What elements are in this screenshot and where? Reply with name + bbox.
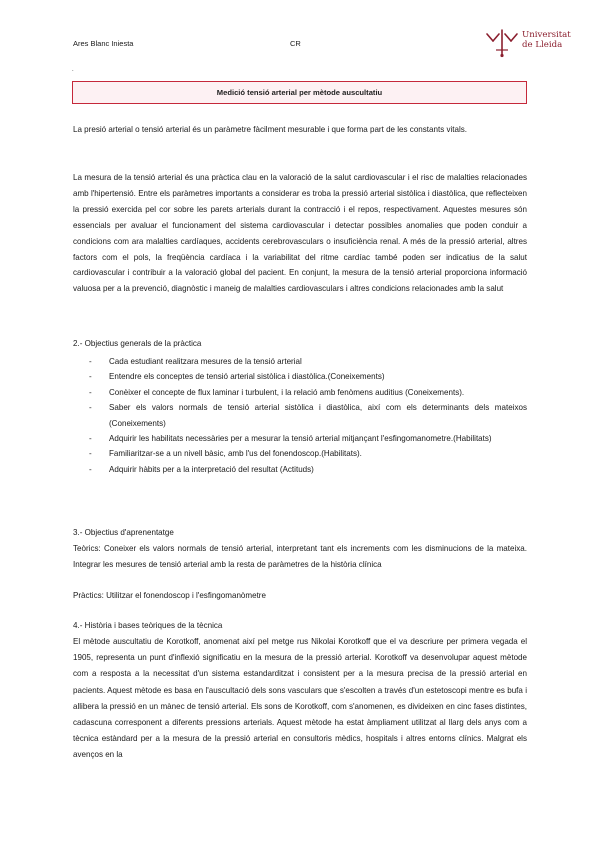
- logo-line-1: Universitat: [522, 30, 571, 40]
- list-item: - Cada estudiant realitzara mesures de la tensió arterial: [89, 357, 302, 366]
- logo-line-2: de Lleida: [522, 39, 563, 50]
- section-4-heading: 4.- Història i bases teòriques de la tècnica: [73, 621, 223, 630]
- body-paragraph-2: La mesura de la tensió arterial és una pràctica clau en la valoració de la salut cardiovascular i el risc de malalties relacionades amb l'hipertensió. Entre els paràmetres importants a considerar es troba la pressió arterial sistòlica i diastòlica, que reflecteixen la pressió exercida pel cor sobre les parets arterials durant la contracció i el repos, respectivament. Aquestes mesures són essencials per avaluar el funcionament del sistema cardiovascular i detectar possibles anomalies que poden conduir a condicions com ara malalties cardíaques, accidents cerebrovasculars o insuficiència renal. A més de la pressió arterial, altres factors com el pols, la freqüència cardíaca i la variabilitat del ritme cardíac també poden ser indicatius de la salut cardiovascular i contribuir a la valoració global del pacient. En conjunt, la mesura de la tensió arterial proporciona informació valuosa per a la prevenció, diagnòstic i maneig de malalties cardiovasculars i altres condicions relacionades amb la salut: [73, 173, 527, 294]
- intro-paragraph: La presió arterial o tensió arterial és un paràmetre fàcilment mesurable i que forma part de les constants vitals.: [73, 125, 468, 134]
- title-box: [72, 81, 527, 104]
- section-2-heading: 2.- Objectius generals de la pràctica: [73, 339, 202, 348]
- section-3-practice: Pràctics: Utilitzar el fonendoscop i l'esfingomanòmetre: [73, 591, 266, 600]
- list-item: - Saber els valors normals de tensió arterial sistòlica i diastòlica, així com els determinants dels mateixos (Coneixements): [89, 403, 527, 428]
- header-code: CR: [290, 39, 301, 48]
- section-3-theory: Teòrics: Coneixer els valors normals de tensió arterial, interpretant tant els increments com les disminucions de la mateixa. Integrar les mesures de tensió arterial amb la resta de paràmetres de la història clínica: [73, 544, 527, 569]
- logo-text: [522, 31, 571, 51]
- list-item: - Adquirir hàbits per a la interpretació del resultat (Actituds): [89, 464, 314, 474]
- list-item: - Entendre els conceptes de tensió arterial sistòlica i diastòlica.(Coneixements): [89, 372, 385, 382]
- list-item: - Familiaritzar-se a un nivell bàsic, amb l'us del fonendoscop.(Habilitats).: [89, 449, 362, 459]
- section-3-heading: 3.- Objectius d'aprenentatge: [73, 528, 174, 537]
- objectives-list: [73, 354, 527, 477]
- university-crest-icon: [484, 28, 520, 58]
- document-title: Medició tensió arterial per mètode auscultatiu: [216, 88, 383, 97]
- section-4-body: El mètode auscultatiu de Korotkoff, anomenat així pel metge rus Nikolai Korotkoff que el va descriure per primera vegada el 1905, representa un punt d'inflexió significatiu en la mesura de la pressió arterial. Korotkoff va desenvolupar aquest mètode com a resposta a la necessitat d'un sistema estandarditzat i consistent per a la mesura precisa de la pressió arterial en pacients. Aquest mètode es basa en l'auscultació dels sons vasculars que s'escolten a través d'un estetoscopi mentre es bufa i allibera la pressió en un mànec de tensió arterial. Els sons de Korotkoff, com s'anomenen, es divideixen en cinc fases distintes, cadascuna corresponent a diferents pressions arterials. Aquest mètode ha estat àmpliament utilitzat al llarg dels anys com a tècnica estàndard per a la mesura de la pressió arterial en consultoris mèdics, hospitals i altres entorns clínics. Malgrat els avenços en la: [73, 637, 527, 760]
- list-item: - Adquirir les habilitats necessàries per a mesurar la tensió arterial mitjançant l'esfingomanometre.(Habilitats): [89, 434, 492, 444]
- header-author: Ares Blanc Iniesta: [73, 39, 134, 48]
- list-item: - Conèixer el concepte de flux laminar i turbulent, i la relació amb fenòmens auditius (Coneixements).: [89, 387, 465, 397]
- university-logo: [484, 28, 576, 58]
- header-dot: .: [72, 67, 74, 73]
